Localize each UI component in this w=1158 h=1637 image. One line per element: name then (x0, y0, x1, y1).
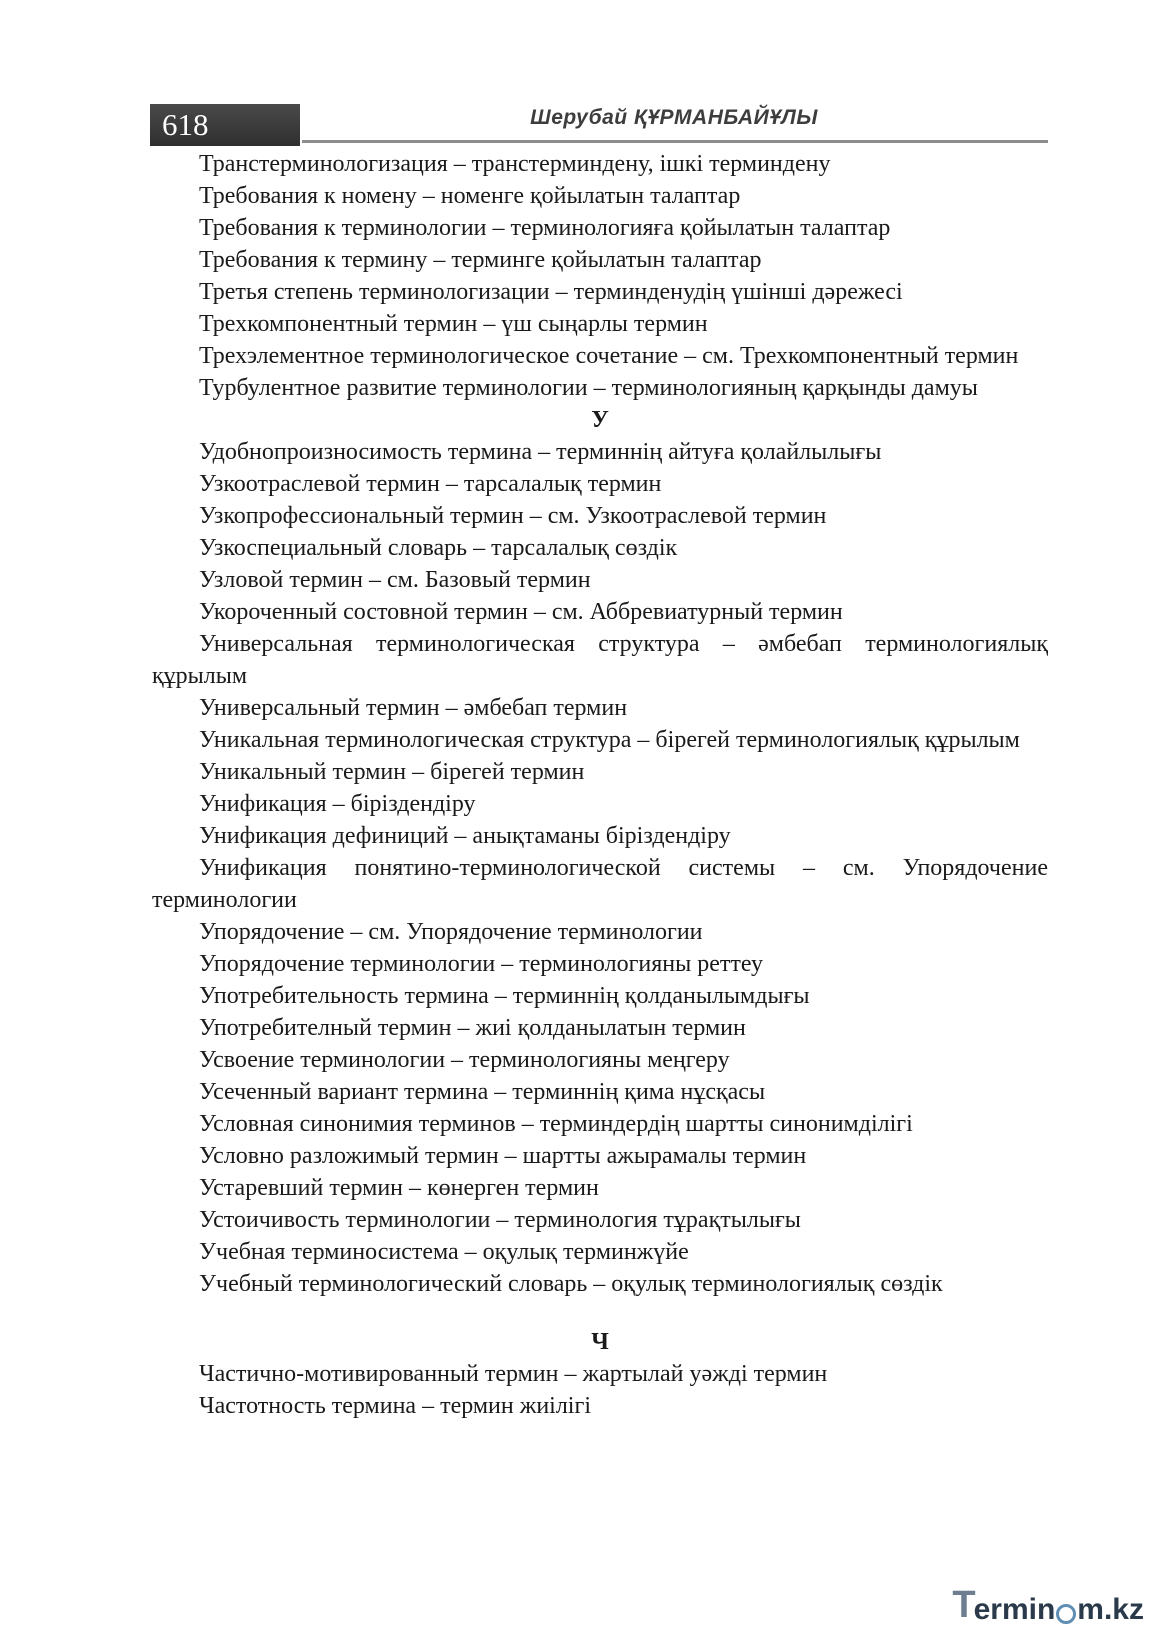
dictionary-entry: Употребителный термин – жиі қолданылатын термин (199, 1015, 746, 1041)
dictionary-content (152, 148, 1048, 1422)
dictionary-entry: Частотность термина – термин жиілігі (199, 1393, 591, 1419)
page-header (150, 104, 1048, 146)
dictionary-entry: Требования к терминологии – терминологияға қойылатын талаптар (199, 215, 891, 241)
dictionary-entry: Универсальная терминологическая структура – әмбебап терминологиялық құрылым (152, 631, 1048, 689)
dictionary-entry: Устаревший термин – көнерген термин (199, 1175, 599, 1201)
watermark-text-part1: ermin (973, 1593, 1056, 1626)
dictionary-entry: Частично-мотивированный термин – жартылай уәжді термин (199, 1361, 828, 1387)
dictionary-entry: Трехкомпонентный термин – үш сыңарлы термин (199, 311, 708, 337)
header-rule (302, 140, 1048, 143)
dictionary-entry: Универсальный термин – әмбебап термин (199, 695, 628, 721)
dictionary-entry: Употребительность термина – терминнің қолданылымдығы (199, 983, 810, 1009)
dictionary-entry: Учебная терминосистема – оқулық терминжүйе (199, 1239, 689, 1265)
dictionary-entry: Узкоотраслевой термин – тарсалалық термин (199, 471, 662, 497)
dictionary-entry: Устоичивость терминологии – терминология тұрақтылығы (199, 1207, 801, 1233)
dictionary-entry: Условная синонимия терминов – терминдердің шартты синонимділігі (199, 1111, 913, 1137)
dictionary-entry: Третья степень терминологизации – терминденудің үшінші дәрежесі (199, 279, 903, 305)
page-number: 618 (150, 104, 300, 146)
dictionary-entry: Турбулентное развитие терминологии – терминологияның қарқынды дамуы (199, 375, 978, 401)
dictionary-entry: Укороченный состовной термин – см. Аббревиатурный термин (199, 599, 843, 625)
watermark-o-circle-icon (1056, 1604, 1076, 1624)
section-ch (152, 1326, 1048, 1422)
dictionary-entry: Уникальная терминологическая структура – бірегей терминологиялық құрылым (199, 727, 1020, 753)
dictionary-entry: Учебный терминологический словарь – оқулық терминологиялық сөздік (199, 1271, 943, 1297)
dictionary-entry: Условно разложимый термин – шартты ажырамалы термин (199, 1143, 807, 1169)
dictionary-entry: Унификация дефиниций – анықтаманы біріздендіру (199, 823, 731, 849)
termincom-watermark-logo (952, 1584, 1144, 1627)
dictionary-entry: Унификация – біріздендіру (199, 791, 476, 817)
dictionary-entry: Уникальный термин – бірегей термин (199, 759, 585, 785)
letter-heading: Ч (591, 1329, 609, 1355)
dictionary-entry: Упорядочение терминологии – терминологияны реттеу (199, 951, 763, 977)
letter-heading: У (591, 407, 609, 433)
watermark-text-part2: m.kz (1077, 1593, 1144, 1626)
dictionary-entry: Узловой термин – см. Базовый термин (199, 567, 591, 593)
watermark-t-letter: T (952, 1584, 976, 1626)
section-t (152, 148, 1048, 404)
dictionary-entry: Узкоспециальный словарь – тарсалалық сөздік (199, 535, 678, 561)
running-head-author: Шерубай ҚҰРМАНБАЙҰЛЫ (530, 106, 818, 129)
dictionary-entry: Требования к номену – номенге қойылатын талаптар (199, 183, 741, 209)
dictionary-entry: Транстерминологизация – транстерминдену, ішкі терминдену (199, 151, 831, 177)
section-u (152, 404, 1048, 1300)
dictionary-entry: Трехэлементное терминологическое сочетание – см. Трехкомпонентный термин (199, 343, 1019, 369)
dictionary-entry: Узкопрофессиональный термин – см. Узкоотраслевой термин (199, 503, 827, 529)
dictionary-entry: Унификация понятино-терминологической системы – см. Упорядочение терминологии (152, 855, 1048, 913)
dictionary-entry: Усвоение терминологии – терминологияны меңгеру (199, 1047, 730, 1073)
dictionary-entry: Упорядочение – см. Упорядочение терминологии (199, 919, 703, 945)
dictionary-entry: Усеченный вариант термина – терминнің қима нұсқасы (199, 1079, 766, 1105)
dictionary-entry: Удобнопроизносимость термина – терминнің айтуға қолайлылығы (199, 439, 882, 465)
dictionary-entry: Требования к термину – терминге қойылатын талаптар (199, 247, 762, 273)
